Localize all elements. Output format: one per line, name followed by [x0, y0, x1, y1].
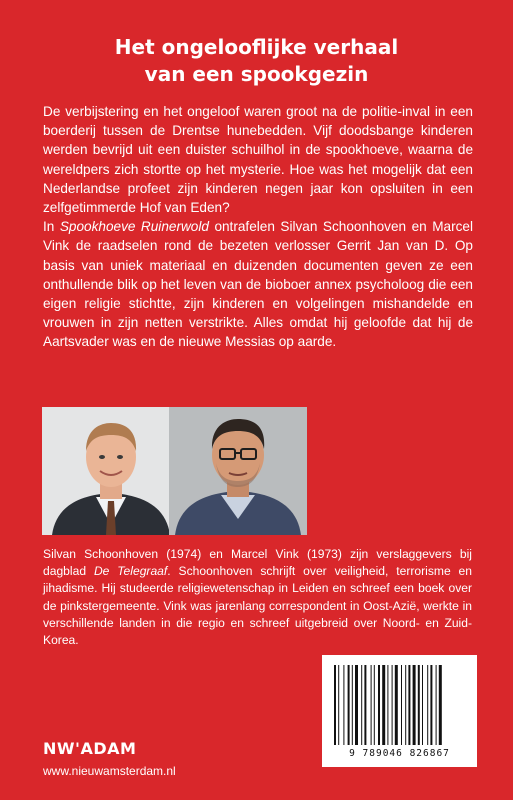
barcode-bar — [395, 665, 398, 745]
book-title: Spookhoeve Ruinerwold — [59, 219, 209, 235]
barcode-bar — [371, 665, 372, 745]
newspaper-name: De Telegraaf — [93, 564, 168, 579]
barcode-bar — [364, 665, 366, 745]
barcode-bar — [401, 665, 402, 745]
barcode-bar — [422, 665, 423, 745]
barcode-bar — [343, 665, 344, 745]
barcode-bar — [334, 665, 336, 745]
publisher-logo: NW'ADAM — [43, 739, 137, 758]
barcode-bar — [355, 665, 358, 745]
barcode-bar — [427, 665, 428, 745]
barcode-bar — [413, 665, 416, 745]
isbn-number: 9 789046 826867 — [349, 748, 450, 759]
barcode-bar — [408, 665, 410, 745]
heading-line-2: van een spookgezin — [144, 62, 369, 86]
blurb — [43, 102, 473, 352]
barcode-bar — [430, 665, 432, 745]
barcode-bar — [361, 665, 362, 745]
blurb-p2-rest: ontrafelen Silvan Schoonhoven en Marcel Vink de raadselen rond de bezeten verlosser Gerrit Jan van D. Op basis van uniek materiaal en duizenden documenten geven ze een onthullende blik op het leven van de bioboer annex psycholoog die een eigen religie stichtte, zijn kinderen en volgelingen mishandelde en vrouwen in zijn netten verstrikte. Alles omdat hij geloofde dat hij de Aartsvader was en de nieuwe Messias op aarde. — [43, 219, 473, 350]
blurb-paragraph-1: De verbijstering en het ongeloof waren groot na de politie-inval in een boerderij tussen de Drentse hunebedden. Vijf doodsbange kinderen werden bevrijd uit een duister schuilhol in de spookhoeve, waarna de wereldpers zich stortte op het mysterie. Hoe was het mogelijk dat een Nederlandse profeet zijn kinderen negen jaar kon opsluiten in een zelfgetimmerde Hof van Eden? — [43, 104, 473, 216]
author-photo-schoonhoven — [42, 407, 180, 535]
barcode-bar — [382, 665, 385, 745]
author-photo-vink — [169, 407, 307, 535]
author-bio — [43, 546, 472, 649]
barcode-bar — [378, 665, 380, 745]
author-bio-part-2: . Schoonhoven schrijft over veiligheid, terrorisme en jihadisme. Hij studeerde religiewetenschap in Leiden en schreef een boek over de pinkstergemeente. Vink was jarenlang correspondent in Oost-Azië, werkte in verschillende landen in die regio en schreef uitgebreid over Noord- en Zuid-Korea. — [43, 564, 473, 648]
barcode-bar — [374, 665, 375, 745]
barcode-bar — [392, 665, 393, 745]
blurb-paragraph-2 — [43, 217, 473, 351]
author-bio-part-1: Silvan Schoonhoven (1974) en Marcel Vink (1973) zijn verslaggevers bij dagblad — [43, 547, 472, 579]
back-cover-heading — [0, 34, 513, 88]
barcode-bar — [418, 665, 420, 745]
blurb-p2-prefix: In — [43, 219, 60, 235]
barcode-bar — [436, 665, 437, 745]
barcode-bar — [348, 665, 350, 745]
barcode-bar — [405, 665, 406, 745]
heading-line-1: Het ongelooflijke verhaal — [114, 35, 399, 59]
barcode-bar — [338, 665, 339, 745]
publisher-website: www.nieuwamsterdam.nl — [43, 764, 176, 778]
barcode — [322, 655, 477, 767]
barcode-bar — [439, 665, 442, 745]
barcode-bar — [387, 665, 388, 745]
barcode-bar — [352, 665, 353, 745]
